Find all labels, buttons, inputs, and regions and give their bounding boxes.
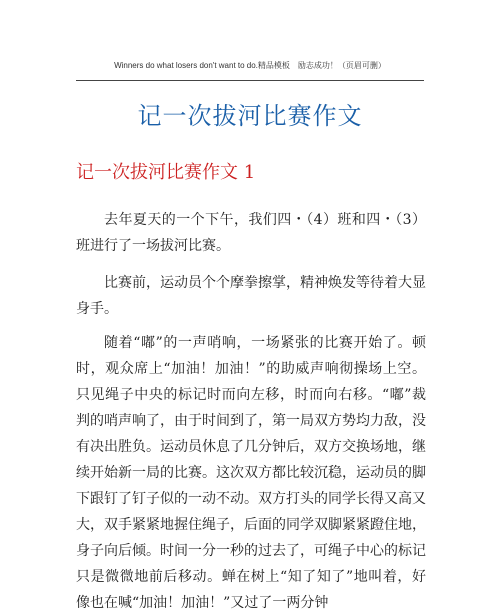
section-heading: 记一次拔河比赛作文 1: [76, 162, 256, 183]
paragraph: 随着“嘟”的一声哨响，一场紧张的比赛开始了。顿时，观众席上“加油！加油！”的助威声响彻操场上空。只见绳子中央的标记时而向左移，时而向右移。“嘟”裁判的哨声响了，由于时间到了，第一局双方势均力敌，没有决出胜负。运动员休息了几分钟后，双方交换场地，继续开始新一局的比赛。这次双方都比较沉稳，运动员的脚下跟钉了钉子似的一动不动。双方打头的同学长得又高又大，双手紧紧地握住绳子，后面的同学双脚紧紧蹬住地，身子向后倾。时间一分一秒的过去了，可绳子中心的标记只是微微地前后移动。蝉在树上“知了知了”地叫着，好像也在喊“加油！加油！”又过了一两分钟: [76, 335, 426, 611]
paragraph: 去年夏天的一个下午，我们四・（4）班和四・（3）班进行了一场拔河比赛。: [76, 212, 426, 254]
paragraph: 比赛前，运动员个个摩拳擦掌，精神焕发等待着大显身手。: [76, 275, 426, 317]
document-title: 记一次拔河比赛作文: [137, 102, 363, 130]
header-divider: [76, 80, 424, 81]
page-header-tagline: Winners do what losers don't want to do.精品模板 励志成功！（页眉可删）: [114, 61, 386, 70]
